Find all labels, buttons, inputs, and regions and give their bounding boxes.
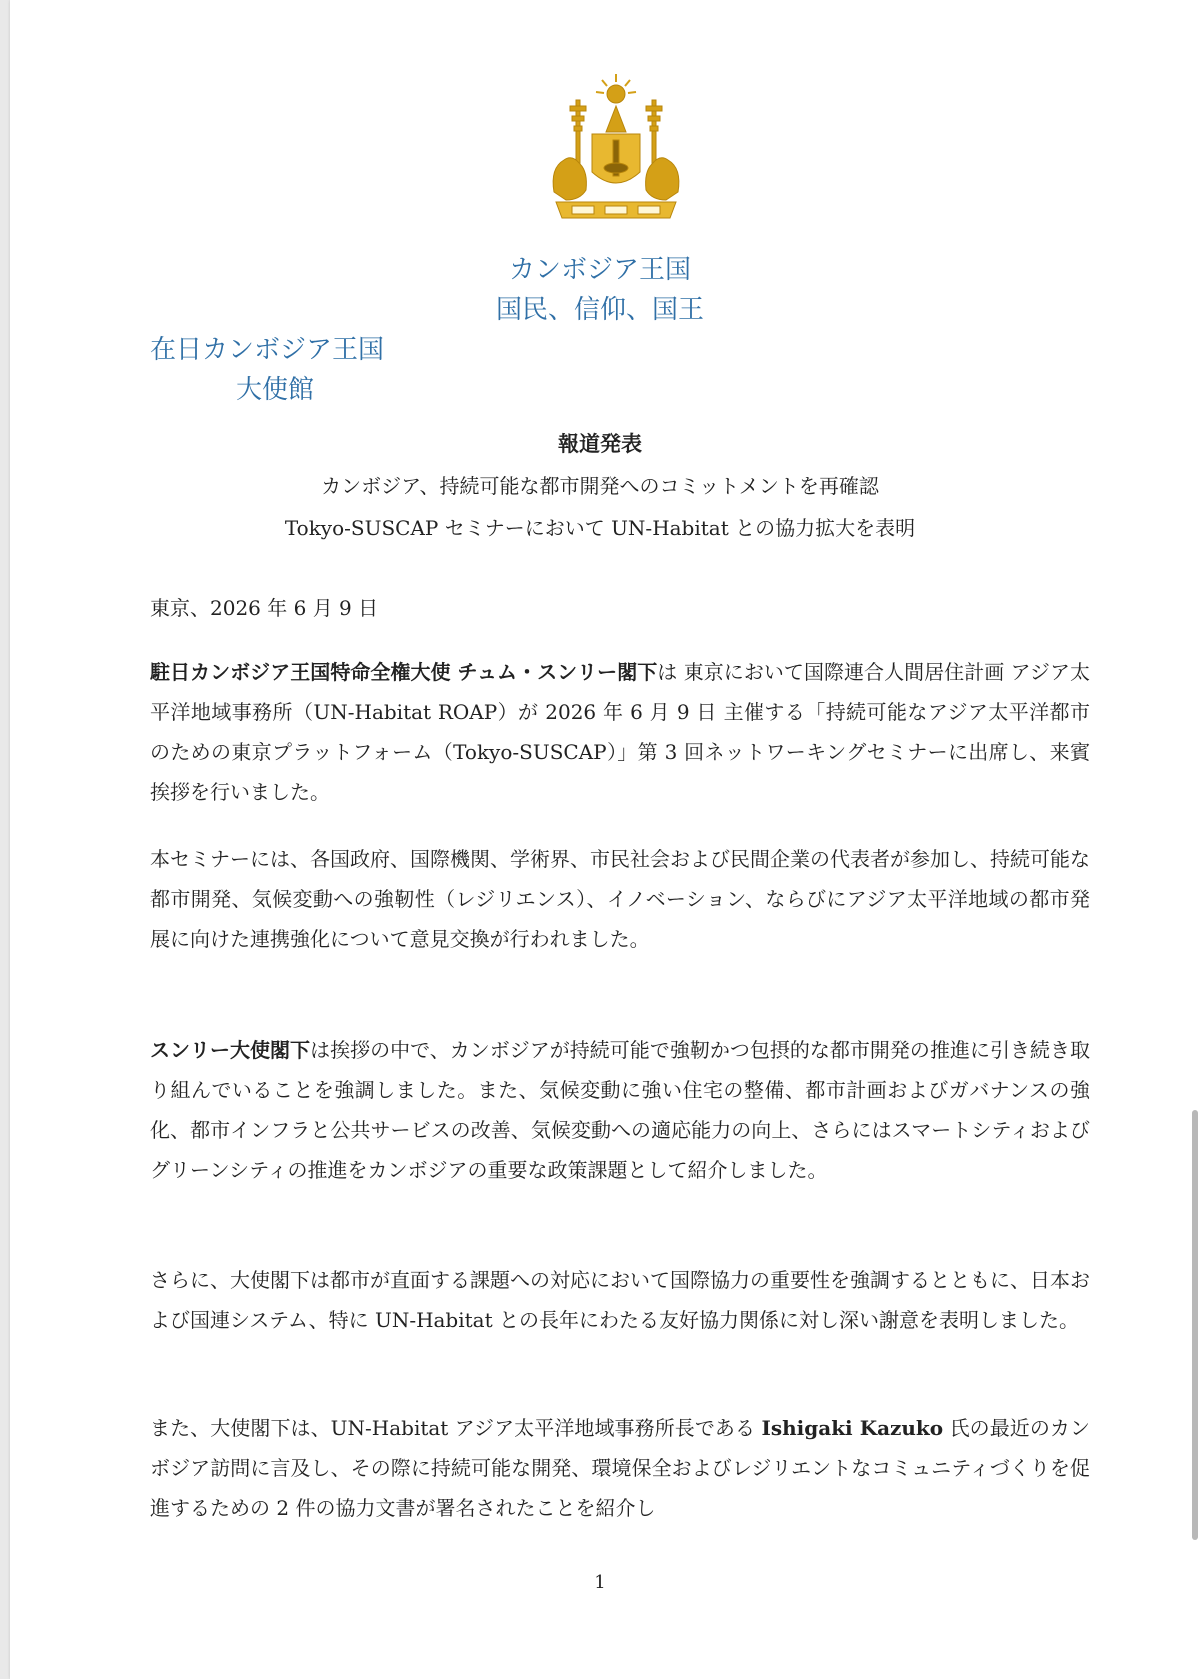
paragraph-4: さらに、大使閣下は都市が直面する課題への対応において国際協力の重要性を強調するとともに、日本および国連システム、特に UN-Habitat との長年にわたる友好協力関係に対し深い謝意を表明しました。: [150, 1268, 1090, 1332]
embassy-name-line1: 在日カンボジア王国: [150, 335, 385, 365]
press-release-subtitle-2: Tokyo-SUSCAP セミナーにおいて UN-Habitat との協力拡大を表明: [284, 516, 916, 540]
paragraph-2: 本セミナーには、各国政府、国際機関、学術界、市民社会および民間企業の代表者が参加し、持続可能な都市開発、気候変動への強靭性（レジリエンス）、イノベーション、ならびにアジア太平洋地域の都市発展に向けた連携強化について意見交換が行われました。: [150, 847, 1090, 951]
scrollbar-track[interactable]: [1190, 0, 1200, 1679]
paragraph-3-text: は挨拶の中で、カンボジアが持続可能で強靭かつ包摂的な都市開発の推進に引き続き取り組んでいることを強調しました。また、気候変動に強い住宅の整備、都市計画およびガバナンスの強化、都市インフラと公共サービスの改善、気候変動への適応能力の向上、さらにはスマートシティおよびグリーンシティの推進をカンボジアの重要な政策課題として紹介しました。: [150, 1038, 1091, 1182]
scrollbar-thumb[interactable]: [1192, 1110, 1198, 1540]
ambassador-short-name: スンリー大使閣下: [150, 1038, 311, 1062]
paragraph-1: [150, 652, 1090, 812]
dateline: 東京、2026 年 6 月 9 日: [150, 596, 379, 620]
royal-emblem-icon: [536, 72, 696, 232]
press-release-subtitle-1: カンボジア、持続可能な都市開発へのコミットメントを再確認: [321, 474, 879, 498]
country-name: カンボジア王国: [508, 255, 691, 285]
director-name: Ishigaki Kazuko: [761, 1416, 944, 1440]
paragraph-5: [150, 1408, 1090, 1528]
press-release-heading: 報道発表: [558, 431, 642, 456]
ambassador-name: 駐日カンボジア王国特命全権大使 チュム・スンリー閣下: [150, 660, 658, 684]
page-number: 1: [594, 1572, 606, 1593]
paragraph-5-text-b: 氏の最近のカンボジア訪問に言及し、その際に持続可能な開発、環境保全およびレジリエントなコミュニティづくりを促進するための 2 件の協力文書が署名されたことを紹介し: [150, 1416, 1091, 1520]
paragraph-3: [150, 1030, 1090, 1190]
embassy-name-line2: 大使館: [236, 375, 315, 405]
paragraph-1-text: は 東京において国際連合人間居住計画 アジア太平洋地域事務所（UN-Habitat ROAP）が 2026 年 6 月 9 日 主催する「持続可能なアジア太平洋都市のための東京プラットフォーム（Tokyo-SUSCAP）」第 3 回ネットワーキングセミナーに出席し、来賓挨拶を行いました。: [150, 660, 1090, 804]
paragraph-5-text-a: また、大使閣下は、UN-Habitat アジア太平洋地域事務所長である: [150, 1416, 762, 1440]
national-motto: 国民、信仰、国王: [495, 295, 704, 325]
